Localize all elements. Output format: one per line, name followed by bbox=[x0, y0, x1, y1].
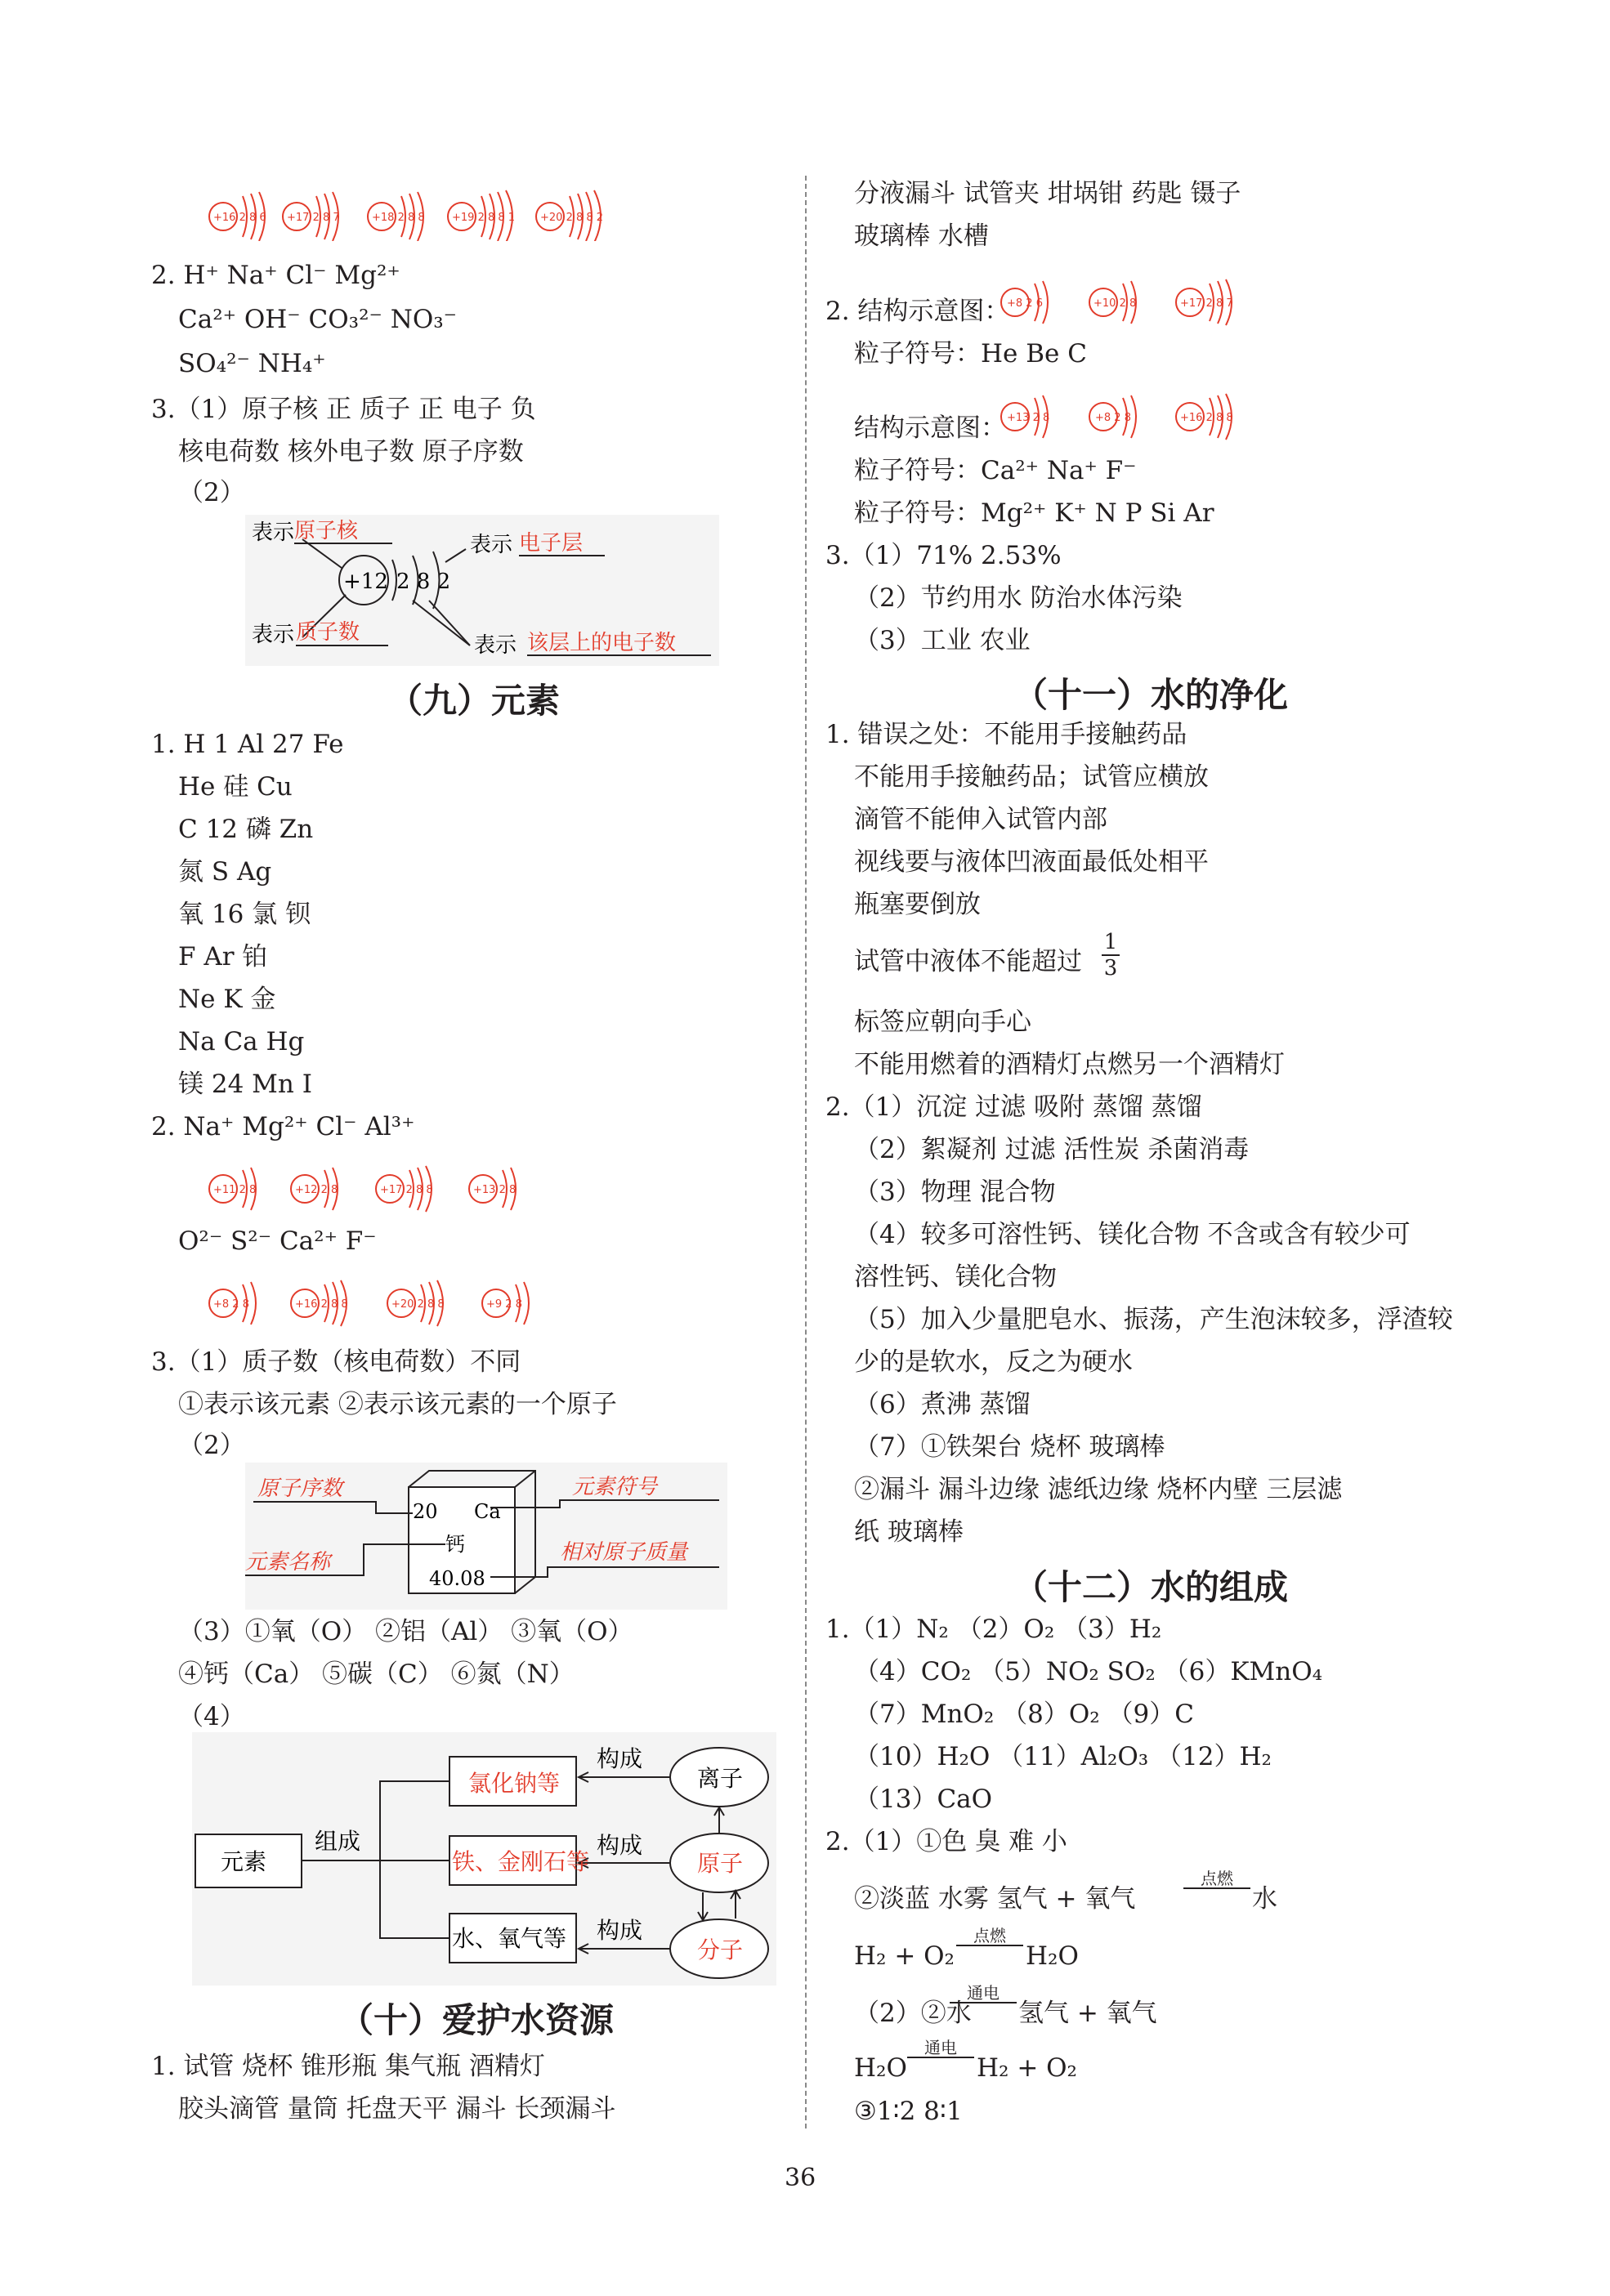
answer-line: 氢气 + 氧气 bbox=[1018, 1999, 1157, 2028]
atom-structure-row bbox=[997, 274, 1267, 331]
ion-label: +11 2 8 bbox=[213, 1184, 257, 1196]
form-label: 构成 bbox=[597, 1917, 643, 1944]
ion-label: +8 2 8 bbox=[213, 1298, 249, 1311]
answer-line: He 硅 Cu bbox=[178, 772, 293, 802]
ion-label: +8 2 8 bbox=[1095, 412, 1131, 424]
answer-line: （5）加入少量肥皂水、振荡，产生泡沫较多，浮渣较 bbox=[854, 1305, 1453, 1334]
form-label: 构成 bbox=[597, 1832, 643, 1859]
atom-label: +17 2 8 7 bbox=[287, 212, 340, 224]
element-symbol: Ca bbox=[474, 1500, 501, 1523]
answer-line: ④钙（Ca） ⑤碳（C） ⑥氮（N） bbox=[178, 1659, 575, 1689]
ion-label: +9 2 8 bbox=[486, 1298, 522, 1311]
answer-line: （2）节约用水 防治水体污染 bbox=[854, 583, 1183, 613]
atom-node: 原子 bbox=[697, 1850, 744, 1877]
molecule-node: 分子 bbox=[697, 1936, 744, 1963]
answer-line: ②漏斗 漏斗边缘 滤纸边缘 烧杯内壁 三层滤 bbox=[854, 1475, 1343, 1504]
answer-line: 镁 24 Mn I bbox=[178, 1070, 312, 1099]
element-name: 钙 bbox=[445, 1533, 465, 1556]
column-divider bbox=[805, 176, 807, 2128]
answer-line: 3.（1）原子核 正 质子 正 电子 负 bbox=[151, 395, 536, 424]
answer-line: （2） bbox=[178, 1431, 245, 1460]
reaction-condition: 通电 bbox=[907, 2039, 974, 2058]
answer-line: 1.（1）N₂ （2）O₂ （3）H₂ bbox=[825, 1615, 1162, 1644]
answer-line: SO₄²⁻ NH₄⁺ bbox=[178, 349, 326, 378]
answer-line: （7）①铁架台 烧杯 玻璃棒 bbox=[854, 1432, 1165, 1462]
atom-structure-row bbox=[200, 184, 617, 241]
answer-line: 滴管不能伸入试管内部 bbox=[854, 805, 1107, 834]
answer-line: 不能用燃着的酒精灯点燃另一个酒精灯 bbox=[854, 1050, 1285, 1079]
form-label: 构成 bbox=[597, 1745, 643, 1772]
element-label: 元素 bbox=[221, 1848, 267, 1875]
answer-line: （2）②水 bbox=[854, 1999, 972, 2028]
atom-label: +8 2 6 bbox=[1007, 297, 1043, 310]
atom-label: +18 2 8 8 bbox=[372, 212, 425, 224]
answer-line: 2. Na⁺ Mg²⁺ Cl⁻ Al³⁺ bbox=[151, 1112, 415, 1141]
answer-line: ②淡蓝 水雾 氢气 + 氧气 bbox=[854, 1884, 1136, 1914]
atomic-number: 20 bbox=[413, 1500, 438, 1523]
element-cell-figure bbox=[245, 1463, 727, 1610]
atom-label: +19 2 8 8 1 bbox=[452, 212, 516, 224]
label-symbol: 元素符号 bbox=[572, 1475, 658, 1499]
ion-label: +13 2 8 bbox=[1007, 412, 1050, 424]
compose-label: 组成 bbox=[315, 1828, 361, 1855]
fraction-numerator: 1 bbox=[1103, 930, 1118, 954]
answer-line: 分液漏斗 试管夹 坩埚钳 药匙 镊子 bbox=[854, 179, 1241, 208]
answer-line: 2. 结构示意图： bbox=[825, 297, 1010, 326]
answer-line: （4）较多可溶性钙、镁化合物 不含或含有较少可 bbox=[854, 1220, 1411, 1249]
nucleus-label: +12 bbox=[343, 570, 388, 594]
answer-line: 1. 错误之处：不能用手接触药品 bbox=[825, 720, 1187, 749]
answer-line: F Ar 铂 bbox=[178, 942, 268, 972]
answer-line: C 12 磷 Zn bbox=[178, 815, 314, 844]
answer-line: H₂O bbox=[854, 2053, 907, 2083]
atom-label: +17 2 8 7 bbox=[1180, 297, 1233, 310]
section-title: （九）元素 bbox=[388, 681, 561, 721]
answer-line: ①表示该元素 ②表示该元素的一个原子 bbox=[178, 1390, 617, 1419]
atom-label: +16 2 8 6 bbox=[213, 212, 266, 224]
answer-line: （2） bbox=[178, 478, 245, 507]
answer-line: 粒子符号：Mg²⁺ K⁺ N P Si Ar bbox=[854, 498, 1214, 528]
ion-node: 离子 bbox=[697, 1765, 744, 1792]
answer-line: （10）H₂O （11）Al₂O₃ （12）H₂ bbox=[854, 1742, 1272, 1771]
page-number: 36 bbox=[785, 2164, 816, 2192]
ion-structure-row bbox=[997, 388, 1259, 445]
answer-line: 2.（1）①色 臭 难 小 bbox=[825, 1827, 1067, 1856]
answer-line: （13）CaO bbox=[854, 1785, 993, 1814]
answer-line: 试管中液体不能超过 bbox=[854, 947, 1082, 976]
ion-label: +16 2 8 8 bbox=[1180, 412, 1233, 424]
answer-line: 标签应朝向手心 bbox=[854, 1007, 1031, 1037]
answer-line: 1. H 1 Al 27 Fe bbox=[151, 730, 344, 759]
section-title: （十二）水的组成 bbox=[1013, 1567, 1289, 1607]
answer-line: 2. H⁺ Na⁺ Cl⁻ Mg²⁺ bbox=[151, 261, 400, 290]
label-show: 表示 bbox=[474, 633, 517, 658]
answer-line: 溶性钙、镁化合物 bbox=[854, 1262, 1057, 1292]
fraction-denominator: 3 bbox=[1102, 954, 1120, 980]
label-atomic-number: 原子序数 bbox=[257, 1476, 343, 1501]
answer-line: 不能用手接触药品；试管应横放 bbox=[854, 762, 1209, 792]
answer-line: 粒子符号：Ca²⁺ Na⁺ F⁻ bbox=[854, 456, 1137, 485]
answer-line: 纸 玻璃棒 bbox=[854, 1517, 964, 1547]
answer-line: （6）煮沸 蒸馏 bbox=[854, 1390, 1031, 1419]
answer-line: （3）①氧（O） ②铝（Al） ③氧（O） bbox=[178, 1617, 633, 1646]
answer-line: Ne K 金 bbox=[178, 985, 276, 1014]
answer-line: 少的是软水，反之为硬水 bbox=[854, 1347, 1133, 1377]
box-water-oxygen: 水、氧气等 bbox=[452, 1925, 567, 1952]
label-protons: 质子数 bbox=[296, 620, 360, 645]
matter-composition-diagram bbox=[192, 1732, 776, 1986]
answer-line: Ca²⁺ OH⁻ CO₃²⁻ NO₃⁻ bbox=[178, 305, 458, 334]
answer-line: 氮 S Ag bbox=[178, 857, 272, 887]
answer-line: O²⁻ S²⁻ Ca²⁺ F⁻ bbox=[178, 1226, 377, 1256]
answer-line: （4） bbox=[178, 1702, 245, 1731]
ion-structure-row bbox=[200, 1160, 543, 1217]
answer-line: H₂ + O₂ bbox=[854, 1941, 955, 1971]
ion-structure-row bbox=[200, 1275, 552, 1332]
answer-line: H₂ + O₂ bbox=[977, 2053, 1077, 2083]
answer-line: 玻璃棒 水槽 bbox=[854, 221, 989, 251]
label-nucleus: 原子核 bbox=[294, 519, 359, 543]
atom-label: +10 2 8 bbox=[1093, 297, 1137, 310]
answer-line: （4）CO₂ （5）NO₂ SO₂ （6）KMnO₄ bbox=[854, 1657, 1323, 1686]
answer-line: （3）工业 农业 bbox=[854, 626, 1031, 655]
answer-line: （3）物理 混合物 bbox=[854, 1177, 1056, 1207]
answer-line: 1. 试管 烧杯 锥形瓶 集气瓶 酒精灯 bbox=[151, 2052, 545, 2081]
answer-line: 氧 16 氯 钡 bbox=[178, 900, 311, 929]
answer-line: 粒子符号：He Be C bbox=[854, 339, 1087, 369]
box-sodium-chloride: 氯化钠等 bbox=[468, 1770, 561, 1797]
answer-line: H₂O bbox=[1026, 1941, 1079, 1971]
section-title: （十）爱护水资源 bbox=[339, 2000, 615, 2040]
shell-label: 2 8 2 bbox=[396, 570, 451, 594]
answer-line: 3.（1）质子数（核电荷数）不同 bbox=[151, 1347, 521, 1377]
ion-label: +20 2 8 8 bbox=[391, 1298, 445, 1311]
fraction bbox=[1102, 930, 1120, 980]
section-title: （十一）水的净化 bbox=[1013, 675, 1289, 715]
answer-line: （2）絮凝剂 过滤 活性炭 杀菌消毒 bbox=[854, 1135, 1250, 1164]
answer-line: 瓶塞要倒放 bbox=[854, 890, 981, 919]
ion-label: +12 2 8 bbox=[295, 1184, 338, 1196]
label-mass: 相对原子质量 bbox=[560, 1540, 688, 1565]
label-shell-electrons: 该层上的电子数 bbox=[527, 631, 677, 655]
atom-label: +20 2 8 8 2 bbox=[540, 212, 604, 224]
label-shell: 电子层 bbox=[519, 531, 584, 556]
ion-label: +16 2 8 8 bbox=[295, 1298, 348, 1311]
answer-line: ③1∶2 8∶1 bbox=[854, 2097, 963, 2126]
answer-line: 水 bbox=[1252, 1884, 1277, 1914]
label-show: 表示 bbox=[252, 520, 295, 545]
atom-structure-figure bbox=[245, 515, 719, 666]
label-show: 表示 bbox=[470, 533, 513, 557]
reaction-condition: 点燃 bbox=[956, 1927, 1023, 1946]
answer-line: 视线要与液体凹液面最低处相平 bbox=[854, 847, 1209, 877]
answer-line: 胶头滴管 量筒 托盘天平 漏斗 长颈漏斗 bbox=[178, 2094, 616, 2124]
answer-line: 核电荷数 核外电子数 原子序数 bbox=[178, 437, 524, 467]
ion-label: +13 2 8 bbox=[473, 1184, 517, 1196]
reaction-condition: 通电 bbox=[950, 1984, 1017, 2003]
ion-label: +17 2 8 8 bbox=[380, 1184, 433, 1196]
answer-line: （7）MnO₂ （8）O₂ （9）C bbox=[854, 1700, 1194, 1729]
answer-line: Na Ca Hg bbox=[178, 1027, 305, 1056]
answer-line: 3.（1）71% 2.53% bbox=[825, 541, 1062, 570]
reaction-condition: 点燃 bbox=[1183, 1869, 1250, 1889]
label-show: 表示 bbox=[252, 623, 295, 647]
atomic-mass: 40.08 bbox=[429, 1567, 485, 1590]
label-name: 元素名称 bbox=[245, 1550, 331, 1575]
box-iron-diamond: 铁、金刚石等 bbox=[452, 1848, 590, 1875]
answer-line: 2.（1）沉淀 过滤 吸附 蒸馏 蒸馏 bbox=[825, 1092, 1202, 1122]
answer-line: 结构示意图： bbox=[854, 413, 1006, 443]
